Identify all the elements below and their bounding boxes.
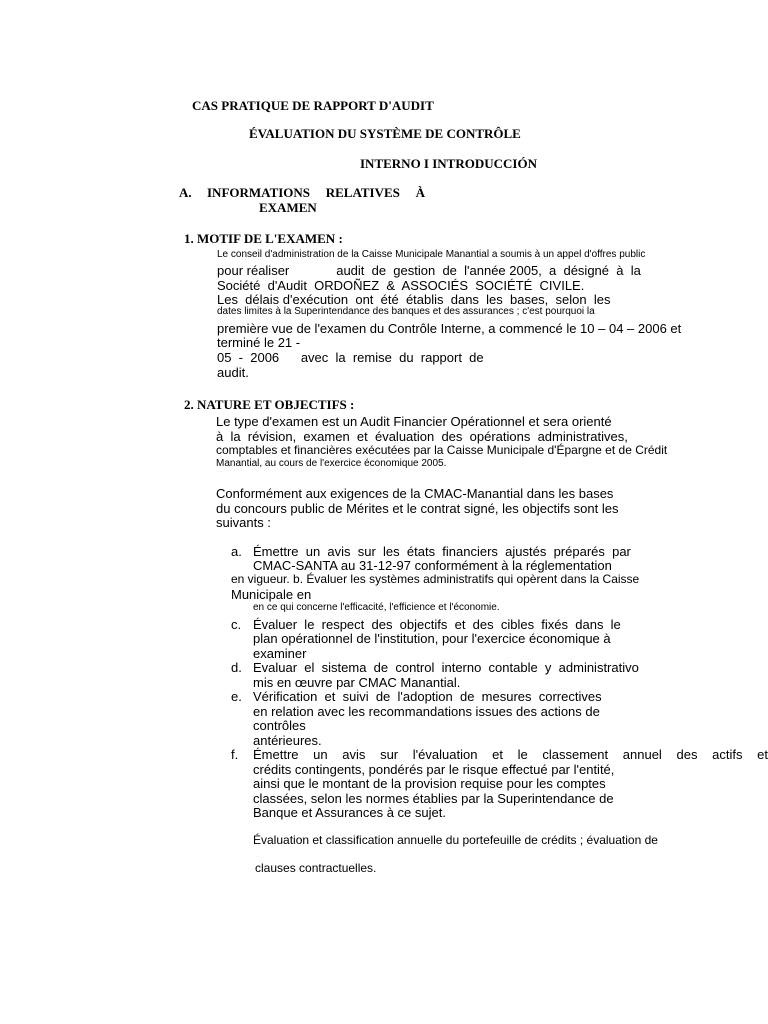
list-item-c-line: examiner (253, 646, 307, 661)
list-item-f-word: et (757, 747, 768, 762)
list-item-f-word: l'évaluation (412, 747, 478, 762)
list-item-e-line: antérieures. (253, 733, 322, 748)
paragraph-line: terminé le 21 - (217, 335, 301, 350)
list-marker-f: f. (231, 747, 239, 762)
list-item-f-word: sur (380, 747, 399, 762)
list-item-f-line: crédits contingents, pondérés par le risque effectué par l'entité, (253, 762, 615, 777)
list-item-a-line: CMAC-SANTA au 31-12-97 conformément à la réglementation (253, 558, 612, 573)
paragraph-line: du concours public de Mérites et le contrat signé, les objectifs sont les (216, 501, 619, 516)
paragraph-line: Manantial, au cours de l'exercice économique 2005. (216, 458, 447, 469)
list-item-c: Évaluer le respect des objectifs et des cibles fixés dans le (253, 617, 621, 632)
section-2-heading: 2. NATURE ET OBJECTIFS : (184, 397, 355, 412)
list-item-f-word: le (517, 747, 528, 762)
list-item-f-word: Émettre (253, 747, 299, 762)
list-item-f-word: un (313, 747, 328, 762)
paragraph-line: Le type d'examen est un Audit Financier Opérationnel et sera orienté (216, 414, 612, 429)
paragraph-line: 05 - 2006 avec la remise du rapport de (217, 350, 484, 365)
list-item-f-word: actifs (712, 747, 743, 762)
list-item-f-line: ainsi que le montant de la provision requise pour les comptes (253, 776, 606, 791)
section-a-word: À (415, 185, 425, 200)
list-item-f-line: Évaluation et classification annuelle du portefeuille de crédits ; évaluation de (253, 833, 658, 847)
paragraph-line: suivants : (216, 515, 271, 530)
list-item-b-line: en ce qui concerne l'efficacité, l'efficience et l'économie. (253, 602, 500, 613)
list-item-f-word: annuel (622, 747, 662, 762)
list-item-f-line: classées, selon les normes établies par la Superintendance de (253, 791, 614, 806)
paragraph-line: audit. (217, 365, 249, 380)
paragraph-line: Le conseil d'administration de la Caisse Municipale Manantial a soumis à un appel d'offres public (217, 249, 646, 260)
list-item-e-line: contrôles (253, 718, 306, 733)
document-title: CAS PRATIQUE DE RAPPORT D'AUDIT (192, 98, 434, 113)
paragraph-line: première vue de l'examen du Contrôle Interne, a commencé le 10 – 04 – 2006 et (217, 321, 682, 336)
section-a-marker: A. (179, 185, 192, 200)
paragraph-line: Société d'Audit ORDOÑEZ & ASSOCIÉS SOCIÉTÉ CIVILE. (217, 278, 585, 293)
paragraph-line: pour réaliser audit de gestion de l'année 2005, a désigné à la (217, 263, 641, 278)
section-a-word: RELATIVES (325, 185, 400, 200)
list-marker-d: d. (231, 660, 242, 675)
document-subtitle: ÉVALUATION DU SYSTÈME DE CONTRÔLE (249, 126, 521, 141)
list-item-a: Émettre un avis sur les états financiers ajustés préparés par (253, 544, 631, 559)
list-item-f (253, 748, 768, 761)
paragraph-line: à la révision, examen et évaluation des opérations administratives, (216, 429, 628, 444)
list-marker-a: a. (231, 544, 242, 559)
list-item-f-word: avis (342, 747, 366, 762)
paragraph-line: dates limites à la Superintendance des banques et des assurances ; c'est pourquoi la (217, 306, 595, 317)
list-item-c-line: plan opérationnel de l'institution, pour l'exercice économique à (253, 631, 611, 646)
list-item-f-line: Banque et Assurances à ce sujet. (253, 805, 446, 820)
paragraph-line: comptables et financières exécutées par la Caisse Municipale d'Épargne et de Crédit (216, 443, 668, 457)
paragraph-line: Conformément aux exigences de la CMAC-Manantial dans les bases (216, 486, 614, 501)
list-marker-c: c. (231, 617, 242, 632)
list-item-e: Vérification et suivi de l'adoption de mesures correctives (253, 689, 602, 704)
section-a-word: INFORMATIONS (207, 185, 311, 200)
paragraph-line: Les délais d'exécution ont été établis dans les bases, selon les (217, 292, 611, 307)
section-1-heading: 1. MOTIF DE L'EXAMEN : (184, 231, 343, 246)
list-item-d-line: mis en œuvre par CMAC Manantial. (253, 675, 461, 690)
list-item-b-line: Municipale en (231, 587, 312, 602)
list-marker-e: e. (231, 689, 242, 704)
list-item-f-word: des (676, 747, 698, 762)
section-a-heading-line2: EXAMEN (259, 200, 317, 215)
list-item-f-line: clauses contractuelles. (255, 861, 377, 875)
list-item-e-line: en relation avec les recommandations issues des actions de (253, 704, 600, 719)
list-item-b: en vigueur. b. Évaluer les systèmes administratifs qui opèrent dans la Caisse (231, 572, 640, 586)
list-item-d: Evaluar el sistema de control interno contable y administrativo (253, 660, 639, 675)
list-item-f-word: classement (542, 747, 609, 762)
section-a-heading (207, 186, 425, 199)
document-subtitle-2: INTERNO I INTRODUCCIÓN (360, 156, 537, 171)
list-item-f-word: et (492, 747, 503, 762)
